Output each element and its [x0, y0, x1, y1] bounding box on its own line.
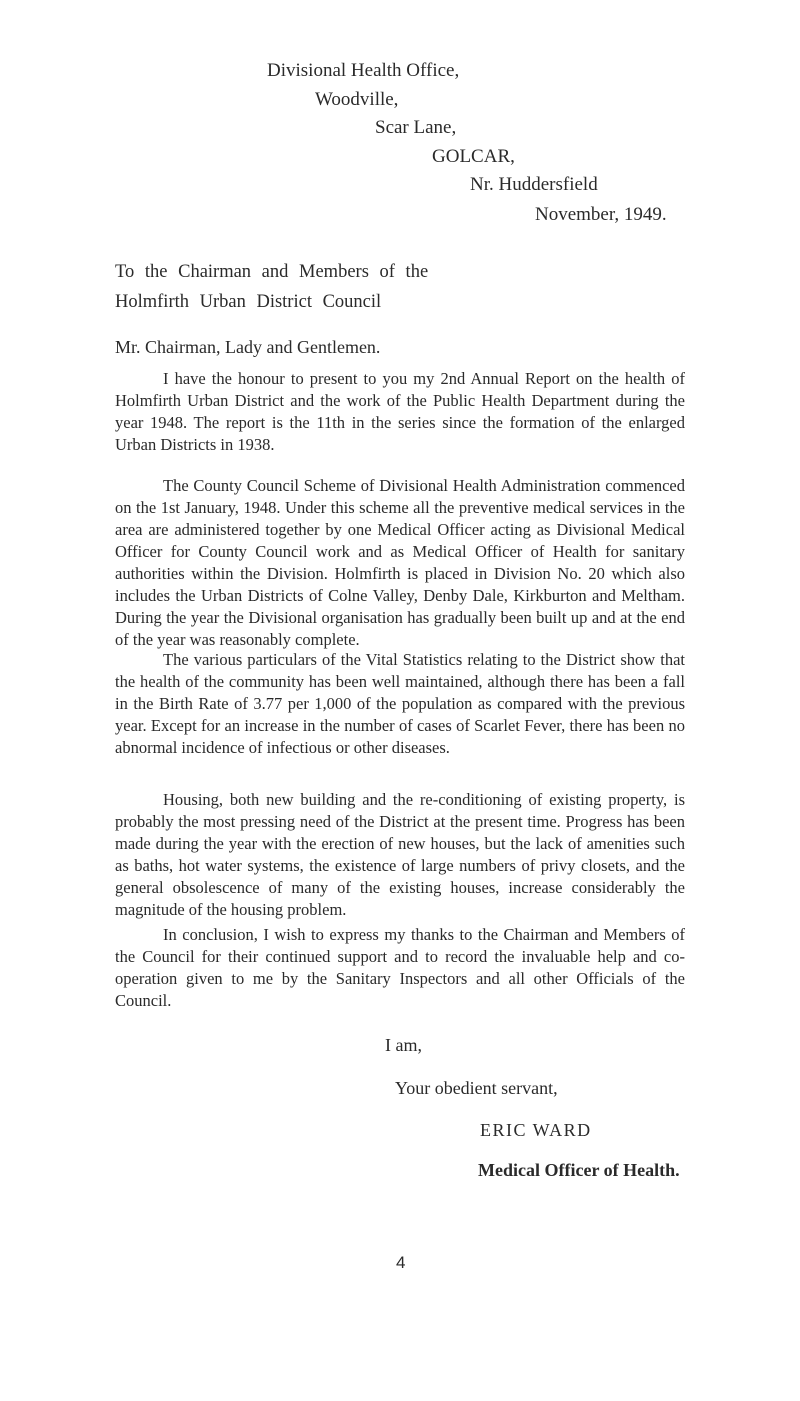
- salutation: Mr. Chairman, Lady and Gentlemen.: [115, 337, 381, 357]
- address-line: Woodville,: [315, 89, 399, 110]
- address-line: GOLCAR,: [432, 146, 515, 167]
- address-line: Divisional Health Office,: [267, 60, 460, 81]
- address-line: Nr. Huddersfield: [470, 174, 598, 195]
- body-paragraph: I have the honour to present to you my 2nd Annual Report on the health of Holmfirth Urban District and the work of the Public Health Department during the year 1948. The report is the 11th in the series since the formation of the enlarged Urban Districts in 1938.: [115, 369, 685, 454]
- body-paragraph: The County Council Scheme of Divisional Health Administration commenced on the 1st January, 1948. Under this scheme all the preventive medical services in the area are administered together by one Medical Officer acting as Divisional Medical Officer for County Council work and as Medical Officer of Health for sanitary authorities within the Division. Holmfirth is placed in Division No. 20 which also includes the Urban Districts of Colne Valley, Denby Dale, Kirkburton and Meltham. During the year the Divisional organisation has gradually been built up and at the end of the year was reasonably complete.: [115, 476, 685, 649]
- body-paragraph: Housing, both new building and the re-conditioning of existing property, is probably the most pressing need of the District at the present time. Progress has been made during the year with the erection of new houses, but the lack of amenities such as baths, hot water systems, the existence of large numbers of privy closets, and the general obsolescence of many of the existing houses, increase considerably the magnitude of the housing problem.: [115, 790, 685, 919]
- valediction: Your obedient servant,: [395, 1078, 558, 1098]
- page-number: 4: [396, 1253, 406, 1272]
- body-paragraph: In conclusion, I wish to express my thanks to the Chairman and Members of the Council for their continued support and to record the invaluable help and co-operation given to me by the Sanitary Inspectors and all other Officials of the Council.: [115, 925, 685, 1010]
- signatory-title: Medical Officer of Health.: [478, 1160, 680, 1180]
- body-paragraph: The various particulars of the Vital Statistics relating to the District show that the health of the community has been well maintained, although there has been a fall in the Birth Rate of 3.77 per 1,000 of the population as compared with the previous year. Except for an increase in the number of cases of Scarlet Fever, there has been no abnormal incidence of infectious or other diseases.: [115, 650, 685, 757]
- address-line: Scar Lane,: [375, 117, 457, 138]
- letter-date: November, 1949.: [535, 204, 667, 225]
- recipient-line: Holmfirth Urban District Council: [115, 292, 382, 312]
- signatory-name: ERIC WARD: [480, 1120, 592, 1140]
- recipient-line: To the Chairman and Members of the: [115, 262, 429, 282]
- closing: I am,: [385, 1035, 422, 1055]
